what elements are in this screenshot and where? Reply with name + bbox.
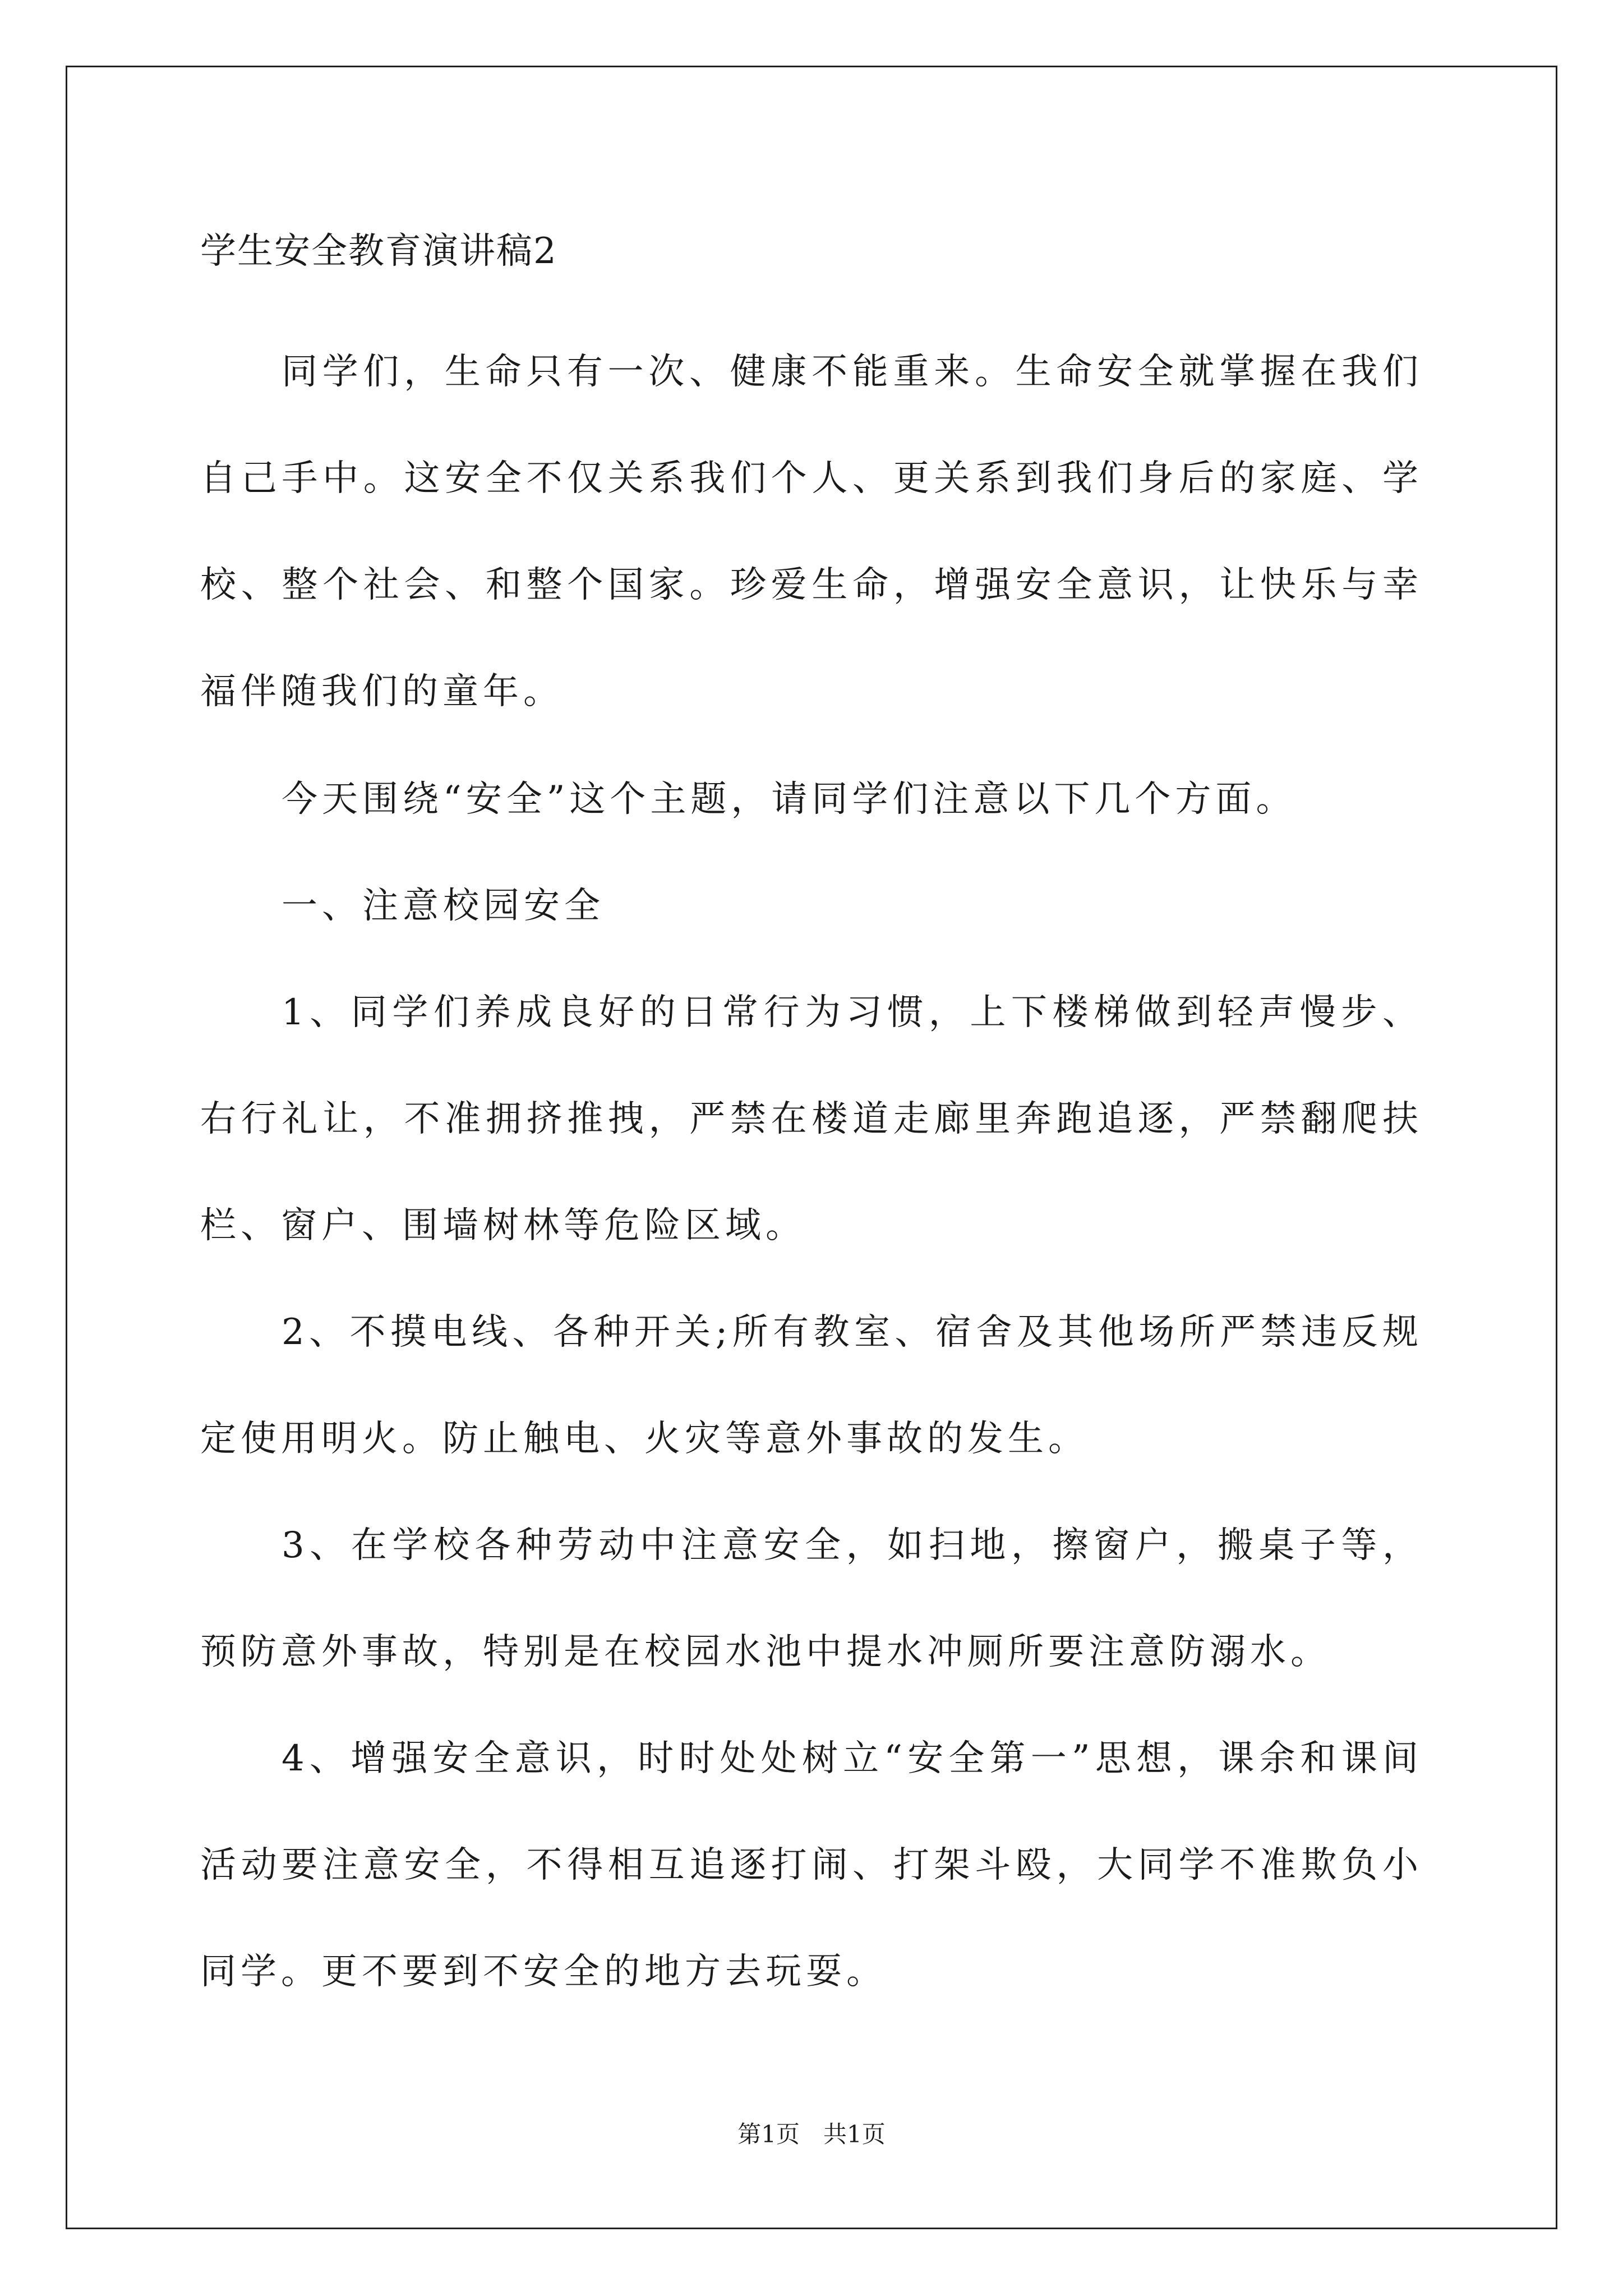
paragraph-intro: 同学们，生命只有一次、健康不能重来。生命安全就掌握在我们自己手中。这安全不仅关系我们个人、更关系到我们身后的家庭、学校、整个社会、和整个国家。珍爱生命，增强安全意识，让快乐与幸福伴随我们的童年。 — [200, 351, 1423, 712]
paragraph-item-2: 2、不摸电线、各种开关;所有教室、宿舍及其他场所严禁违反规定使用明火。防止触电、火灾等意外事故的发生。 — [200, 1312, 1423, 1460]
paragraph-item-3: 3、在学校各种劳动中注意安全，如扫地，擦窗户，搬桌子等，预防意外事故，特别是在校园水池中提水冲厕所要注意防溺水。 — [200, 1525, 1423, 1673]
paragraph-item-1: 1、同学们养成良好的日常行为习惯，上下楼梯做到轻声慢步、右行礼让，不准拥挤推拽，严禁在楼道走廊里奔跑追逐，严禁翻爬扶栏、窗户、围墙树林等危险区域。 — [200, 992, 1423, 1246]
document-title: 学生安全教育演讲稿2 — [200, 231, 557, 272]
paragraph-item-4: 4、增强安全意识，时时处处树立“安全第一”思想，课余和课间活动要注意安全，不得相互追逐打闹、打架斗殴，大同学不准欺负小同学。更不要到不安全的地方去玩耍。 — [200, 1738, 1423, 1993]
page-number-footer: 第1页 共1页 — [737, 2120, 886, 2148]
section-heading-campus-safety: 一、注意校园安全 — [282, 885, 605, 927]
paragraph-theme: 今天围绕“安全”这个主题，请同学们注意以下几个方面。 — [282, 779, 1297, 820]
